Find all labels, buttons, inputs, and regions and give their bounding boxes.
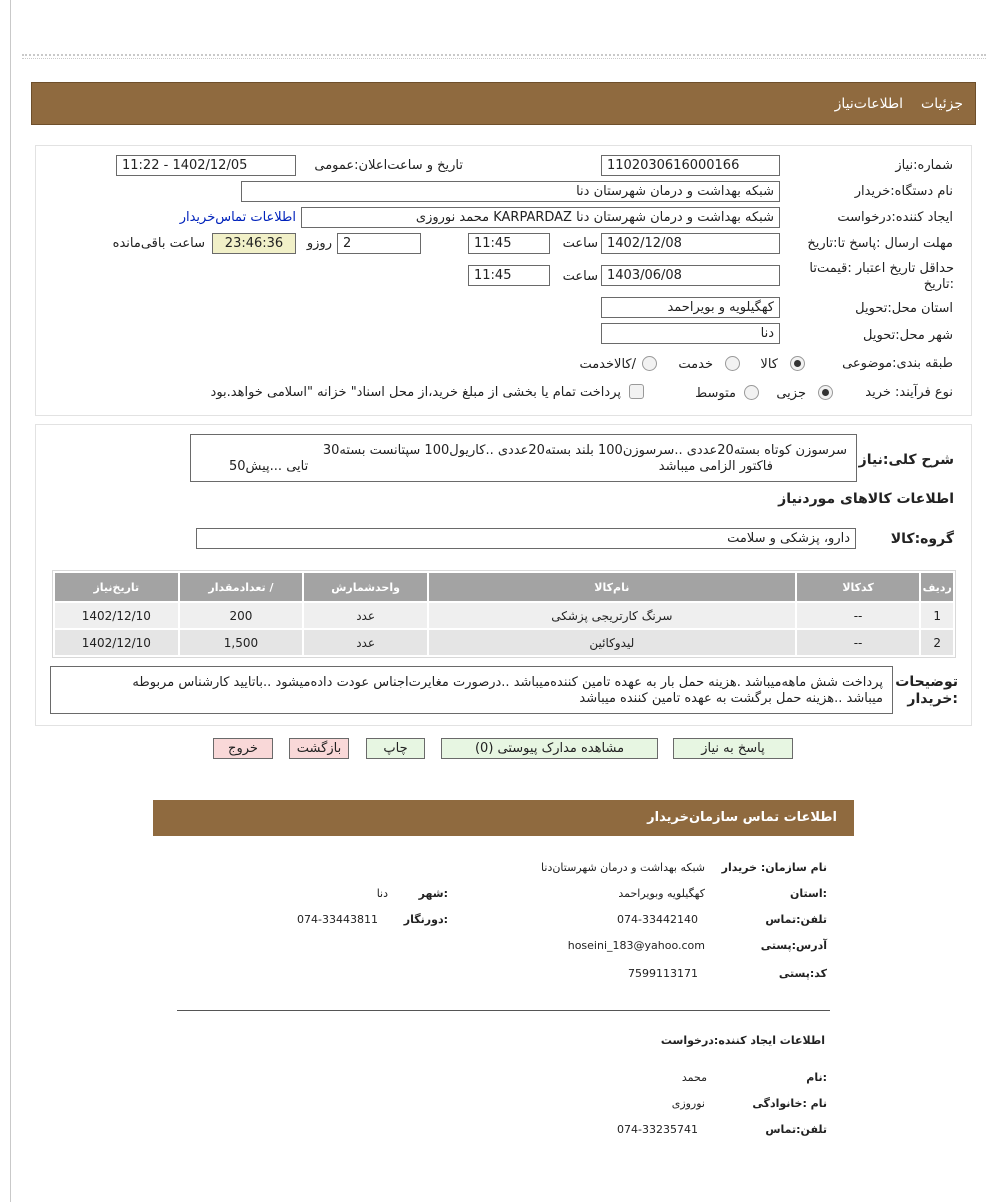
buyer-contact-link[interactable]: اطلاعات تماس‌خریدار — [179, 210, 296, 225]
cell-quantity: 200 — [180, 603, 303, 628]
category-goods-label: کالا — [760, 357, 778, 372]
cell-goods-name: لیدوکائین — [429, 630, 795, 655]
cell-need-date: 1402/12/10 — [55, 603, 178, 628]
buyer-contact-title: اطلاعات تماس سازمان‌خریدار — [647, 810, 837, 825]
cell-goods-name: سرنگ کارتریجی پزشکی — [429, 603, 795, 628]
goods-info-title: اطلاعات کالاهای مورد‌نیاز — [778, 491, 954, 507]
buyer-notes-label-2: :خریدار — [907, 691, 958, 707]
print-button[interactable]: چاپ — [366, 738, 425, 759]
left-border-line — [10, 0, 11, 1202]
remaining-time-label: ساعت باقی‌مانده — [112, 236, 205, 251]
validity-date-field: 1403/06/08 — [601, 265, 780, 286]
back-button[interactable]: بازگشت — [289, 738, 349, 759]
need-description-label: شرح کلی:نیاز — [858, 452, 954, 468]
requester-field: شبکه بهداشت و درمان شهرستان دنا KARPARDAZ محمد نوروزی — [301, 207, 780, 228]
need-number-field: 1102030616000166 — [601, 155, 780, 176]
deadline-time-field: 11:45 — [468, 233, 550, 254]
category-goods-service-label: /کالاخدمت — [579, 357, 636, 372]
contact-city-value: دنا — [376, 887, 388, 900]
contact-address-value: hoseini_183@yahoo.com — [567, 939, 705, 952]
col-goods-code: کدکالا — [797, 573, 920, 601]
need-number-label: شماره:نیاز — [895, 158, 953, 173]
cell-goods-code: -- — [797, 603, 920, 628]
category-service-label: خدمت — [678, 357, 713, 372]
contact-org-value: شبکه بهداشت و درمان شهرستان‌دنا — [541, 861, 705, 874]
tab-details[interactable]: جزئیات — [921, 96, 963, 112]
treasury-payment-checkbox[interactable] — [629, 384, 644, 399]
contact-address-label: آدرس:پستی — [760, 939, 827, 952]
requester-label: ایجاد کننده:درخواست — [837, 210, 953, 225]
category-service-radio[interactable] — [725, 356, 740, 371]
creator-family-label: نام :خانوادگی — [752, 1097, 827, 1110]
process-partial-label: جزیی — [776, 386, 806, 401]
contact-city-label: :شهر — [418, 887, 448, 900]
table-row — [55, 630, 953, 655]
province-field: کهگیلویه و بویراحمد — [601, 297, 780, 318]
description-line-1: سرسوزن کوتاه بسته20عددی ..سرسوزن100 بلند بسته20عددی ..کاریول100 سپتانست بسته30 — [322, 443, 847, 458]
creator-name-value: محمد — [681, 1071, 707, 1084]
buyer-notes-label: توضیحات — [895, 674, 958, 690]
validity-time-label: ساعت — [562, 269, 598, 284]
remaining-time-field: 23:46:36 — [212, 233, 296, 254]
treasury-payment-note: پرداخت تمام یا بخشی از مبلغ خرید،از محل اسناد" خزانه "اسلامی خواهد.بود — [210, 385, 621, 400]
cell-goods-code: -- — [797, 630, 920, 655]
buyer-notes-line-2: میباشد ..هزینه حمل برگشت به عهده تامین کننده میباشد — [579, 691, 883, 706]
description-line-2a: تایی ...پیش50 — [229, 459, 309, 474]
process-type-label: نوع فرآیند: خرید — [865, 385, 953, 400]
category-goods-radio[interactable] — [790, 356, 805, 371]
contact-divider — [177, 1010, 830, 1011]
reply-to-need-button[interactable]: پاسخ به نیاز — [673, 738, 793, 759]
contact-phone-label: تلفن:تماس — [765, 913, 827, 926]
buyer-notes-line-1: پرداخت شش ماهه‌میباشد .هزینه حمل بار به عهده تامین کننده‌میباشد ..درصورت مغایرت‌اجناس عودت داده‌میشود ..باتایید کارشناس مربوطه — [132, 675, 883, 690]
cell-need-date: 1402/12/10 — [55, 630, 178, 655]
goods-table-frame — [52, 570, 956, 658]
cell-row-number: 2 — [921, 630, 953, 655]
creator-family-value: نوروزی — [671, 1097, 705, 1110]
top-dotted-divider — [22, 54, 986, 59]
tab-need-info[interactable]: اطلاعات‌نیاز — [834, 96, 903, 112]
announce-label: تاریخ و ساعت‌اعلان:عمومی — [314, 158, 463, 173]
process-medium-label: متوسط — [695, 386, 736, 401]
col-quantity: / تعدادمقدار — [180, 573, 303, 601]
contact-org-label: نام سازمان: خریدار — [721, 861, 827, 874]
creator-phone-value: 074-33235741 — [617, 1123, 698, 1136]
cell-quantity: 1,500 — [180, 630, 303, 655]
category-label: طبقه بندی:موضوعی — [842, 356, 953, 371]
process-partial-radio[interactable] — [818, 385, 833, 400]
contact-fax-label: :دورنگار — [403, 913, 448, 926]
contact-postal-label: کد:پستی — [778, 967, 827, 980]
goods-group-field: دارو، پزشکی و سلامت — [196, 528, 856, 549]
buyer-org-field: شبکه بهداشت و درمان شهرستان دنا — [241, 181, 780, 202]
need-description-box — [190, 434, 857, 482]
contact-province-value: کهگیلویه وبویراحمد — [618, 887, 705, 900]
col-need-date: تاریخ‌نیاز — [55, 573, 178, 601]
buyer-org-label: نام دستگاه:خریدار — [854, 184, 953, 199]
table-row — [55, 603, 953, 628]
cell-row-number: 1 — [921, 603, 953, 628]
validity-label: حداقل تاریخ اعتبار :قیمت‌تا — [809, 261, 954, 276]
creator-phone-label: تلفن:تماس — [765, 1123, 827, 1136]
contact-fax-value: 074-33443811 — [297, 913, 378, 926]
buyer-notes-box — [50, 666, 893, 714]
goods-table — [53, 571, 955, 657]
description-line-2b: فاکتور الزامی میباشد — [658, 459, 773, 474]
creator-info-title: اطلاعات ایجاد کننده:درخواست — [660, 1034, 825, 1047]
validity-label-2: :تاریخ — [923, 277, 954, 292]
city-label: شهر محل:تحویل — [863, 328, 953, 343]
page-header-bar — [31, 82, 976, 125]
cell-unit: عدد — [304, 603, 427, 628]
province-label: استان محل:تحویل — [855, 301, 953, 316]
deadline-time-label: ساعت — [562, 236, 598, 251]
validity-time-field: 11:45 — [468, 265, 550, 286]
contact-phone-value: 074-33442140 — [617, 913, 698, 926]
contact-province-label: :استان — [790, 887, 827, 900]
days-remaining-field: 2 — [337, 233, 421, 254]
col-goods-name: نام‌کالا — [429, 573, 795, 601]
contact-postal-value: 7599113171 — [628, 967, 698, 980]
cell-unit: عدد — [304, 630, 427, 655]
deadline-label: مهلت ارسال :پاسخ تا:تاریخ — [807, 236, 953, 251]
buyer-contact-title-bar — [153, 800, 854, 836]
col-unit: واحدشمارش — [304, 573, 427, 601]
announce-datetime-field: 1402/12/05 - 11:22 — [116, 155, 296, 176]
category-goods-service-radio[interactable] — [642, 356, 657, 371]
view-attachments-button[interactable]: مشاهده مدارک پیوستی (0) — [441, 738, 658, 759]
goods-group-label: گروه:کالا — [890, 531, 954, 547]
days-label: روزو — [306, 236, 332, 251]
exit-button[interactable]: خروج — [213, 738, 273, 759]
col-row-number: ردیف — [921, 573, 953, 601]
process-medium-radio[interactable] — [744, 385, 759, 400]
creator-name-label: :نام — [806, 1071, 827, 1084]
city-field: دنا — [601, 323, 780, 344]
deadline-date-field: 1402/12/08 — [601, 233, 780, 254]
